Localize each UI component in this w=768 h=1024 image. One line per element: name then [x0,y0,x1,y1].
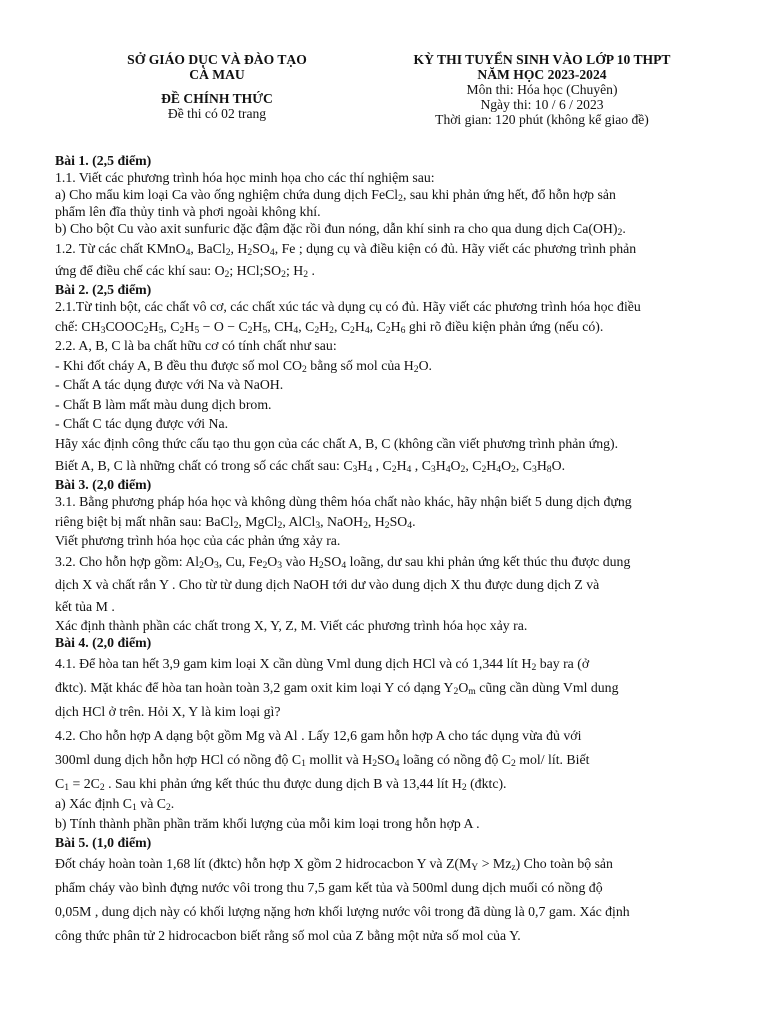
text-line: Xác định thành phần các chất trong X, Y, Z, M. Viết các phương trình hóa học xảy ra. [55,618,528,633]
text-line: Viết phương trình hóa học của các phản ứng xảy ra. [55,533,341,548]
section-heading: Bài 1. (2,5 điểm) [55,153,152,168]
section-heading: Bài 4. (2,0 điểm) [55,635,152,650]
text-line: a) Xác định $C_1$ và $C_2$. [55,796,175,813]
text-line: đktc). Mặt khác để hòa tan hoàn toàn 3,2 gam oxit kim loại Y có dạng $Y_2O_m$ cũng cần dùng Vml dung [55,680,619,697]
official-label: ĐỀ CHÍNH THỨC [161,91,273,106]
text-line: a) Cho mẩu kim loại Ca vào ống nghiệm chứa dung dịch FeCl$_2$, sau khi phản ứng hết, đổ hỗn hợp sản [55,187,616,204]
text-line: 1.1. Viết các phương trình hóa học minh họa cho các thí nghiệm sau: [55,170,435,185]
text-line: Biết A, B, C là những chất có trong số các chất sau: $C_3H_4$ , $C_2H_4$ , $C_3H_4O_2$, $C_2H_4O_2$, $C_3H_8O$. [55,458,566,475]
text-line: ứng để điều chế các khí sau: $O_2$; $HCl;SO_2$; $H_2$ . [55,263,315,280]
subject: Môn thi: Hóa học (Chuyên) [466,82,618,97]
text-line: 2.1.Từ tinh bột, các chất vô cơ, các chất xúc tác và dụng cụ có đủ. Hãy viết các phương trình hóa học điều [55,299,641,314]
exam-title: KỲ THI TUYỂN SINH VÀO LỚP 10 THPT [413,52,671,67]
text-line: chế: $CH_3COOC_2H_5$, $C_2H_5 - O - C_2H_5$, $CH_4$, $C_2H_2$, $C_2H_4$, $C_2H_6$ ghi rõ điều kiện phản ứng (nếu có). [55,319,604,336]
province-name: CÀ MAU [189,67,245,82]
text-line: 3.2. Cho hỗn hợp gồm: $Al_2O_3$, Cu, $Fe_2O_3$ vào $H_2SO_4$ loãng, dư sau khi phản ứng kết thúc thu được dung [55,554,631,571]
text-line: b) Cho bột Cu vào axit sunfuric đặc đậm đặc rồi đun nóng, dẫn khí sinh ra cho qua dung dịch $Ca(OH)_2$. [55,221,626,238]
exam-body [55,152,715,947]
section-heading: Bài 5. (1,0 điểm) [55,835,152,850]
header-right [372,52,712,127]
exam-duration: Thời gian: 120 phút (không kể giao đề) [435,112,649,127]
text-line: phẩm lên đĩa thủy tinh và phơi ngoài không khí. [55,204,321,219]
text-line: 4.2. Cho hỗn hợp A dạng bột gồm Mg và Al . Lấy 12,6 gam hỗn hợp A cho tác dụng vừa đủ với [55,728,582,743]
text-line: Hãy xác định công thức cấu tạo thu gọn của các chất A, B, C (không cần viết phương trình phản ứng). [55,436,619,451]
text-line: 4.1. Để hòa tan hết 3,9 gam kim loại X cần dùng Vml dung dịch HCl và có 1,344 lít $H_2$ bay ra (ở [55,656,590,673]
text-line: 2.2. A, B, C là ba chất hữu cơ có tính chất như sau: [55,338,337,353]
text-line: 1.2. Từ các chất KMnO$_4$, BaCl$_2$, $H_2SO_4$, Fe ; dụng cụ và điều kiện có đủ. Hãy viết các phương trình phản [55,241,637,258]
section-heading: Bài 2. (2,5 điểm) [55,282,152,297]
header-left [92,52,342,121]
text-line: b) Tính thành phần phần trăm khối lượng của mỗi kim loại trong hỗn hợp A . [55,816,480,831]
text-line: $C_1 = 2C_2$ . Sau khi phản ứng kết thúc thu được dung dịch B và 13,44 lít $H_2$ (đktc). [55,776,507,793]
section-heading: Bài 3. (2,0 điểm) [55,477,152,492]
text-line: - Chất C tác dụng được với Na. [55,416,229,431]
text-line: - Chất A tác dụng được với Na và NaOH. [55,377,284,392]
department-name: SỞ GIÁO DỤC VÀ ĐÀO TẠO [127,52,307,67]
text-line: 300ml dung dịch hỗn hợp HCl có nồng độ $C_1$ mollit và $H_2SO_4$ loãng có nồng độ $C_2$ mol/ lít. Biết [55,752,590,769]
text-line: 3.1. Bằng phương pháp hóa học và không dùng thêm hóa chất nào khác, hãy nhận biết 5 dung dịch đựng [55,494,632,509]
text-line: - Khi đốt cháy A, B đều thu được số mol $CO_2$ bằng số mol của $H_2O$. [55,358,432,375]
text-line: riêng biệt bị mất nhãn sau: BaCl$_2$, MgCl$_2$, AlCl$_3$, NaOH$_2$, $H_2SO_4$. [55,514,416,531]
exam-date: Ngày thi: 10 / 6 / 2023 [480,97,604,112]
page-count: Đề thi có 02 trang [167,106,267,121]
text-line: phẩm cháy vào bình đựng nước vôi trong thu 7,5 gam kết tủa và 500ml dung dịch muối có nồng độ [55,880,603,895]
text-line: dịch HCl ở trên. Hỏi X, Y là kim loại gì? [55,704,281,719]
text-line: - Chất B làm mất màu dung dịch brom. [55,397,272,412]
text-line: Đốt cháy hoàn toàn 1,68 lít (đktc) hỗn hợp X gồm 2 hidrocacbon Y và $Z(M_Y > Mz_z)$ Cho toàn bộ sản [55,856,613,873]
text-line: công thức phân tử 2 hidrocacbon biết rằng số mol của Z bằng một nửa số mol của Y. [55,928,521,943]
text-line: kết tủa M . [55,599,115,614]
text-line: dịch X và chất rắn Y . Cho từ từ dung dịch NaOH tới dư vào dung dịch X thu được dung dịch Z và [55,577,600,592]
text-line: 0,05M , dung dịch này có khối lượng nặng hơn khối lượng nước vôi trong đã dùng là 0,7 gam. Xác định [55,904,630,919]
school-year: NĂM HỌC 2023-2024 [477,67,607,82]
